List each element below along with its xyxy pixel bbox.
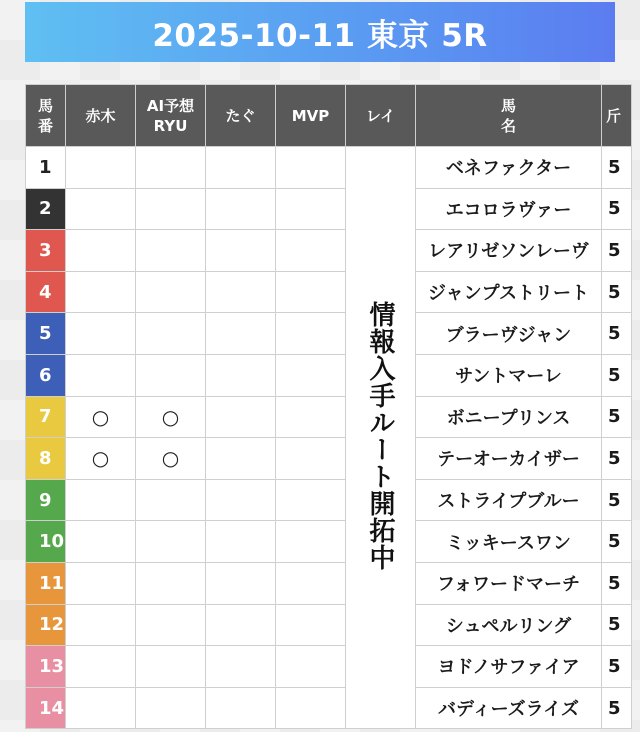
horse-number-cell: 6 — [26, 354, 66, 396]
horse-number-cell: 14 — [26, 687, 66, 729]
horse-number-cell: 10 — [26, 521, 66, 563]
header-tagu-label: たぐ — [225, 106, 256, 125]
akagi-mark-cell — [66, 687, 136, 729]
horse-name-cell: ボニープリンス — [416, 396, 602, 438]
table-row — [26, 230, 632, 272]
mvp-mark-cell — [276, 479, 346, 521]
horse-name-cell: テーオーカイザー — [416, 438, 602, 480]
akagi-mark-cell — [66, 354, 136, 396]
horse-number-cell: 4 — [26, 271, 66, 313]
horse-number-cell: 12 — [26, 604, 66, 646]
tagu-mark-cell — [206, 479, 276, 521]
akagi-mark-cell — [66, 646, 136, 688]
table-row — [26, 687, 632, 729]
horse-number-cell: 13 — [26, 646, 66, 688]
ai-mark-cell — [136, 313, 206, 355]
horse-name-cell: ジャンプストリート — [416, 271, 602, 313]
horse-number-cell: 3 — [26, 230, 66, 272]
table-row — [26, 438, 632, 480]
mvp-mark-cell — [276, 521, 346, 563]
truncated-extra-cell: 5 — [602, 271, 632, 313]
tagu-mark-cell — [206, 521, 276, 563]
ai-mark-cell — [136, 604, 206, 646]
horse-number-cell: 11 — [26, 562, 66, 604]
table-row — [26, 646, 632, 688]
prediction-table — [25, 84, 632, 729]
header-umaban — [26, 85, 66, 147]
tagu-mark-cell — [206, 313, 276, 355]
tagu-mark-cell — [206, 354, 276, 396]
horse-name-cell: サントマーレ — [416, 354, 602, 396]
horse-name-cell: ベネファクター — [416, 147, 602, 189]
mvp-mark-cell — [276, 646, 346, 688]
race-title: 2025-10-11 東京 5R — [152, 17, 488, 54]
header-mvp-label: MVP — [291, 106, 330, 125]
horse-name-cell: ブラーヴジャン — [416, 313, 602, 355]
horse-name-cell: バディーズライズ — [416, 687, 602, 729]
horse-number-cell: 2 — [26, 188, 66, 230]
table-row — [26, 147, 632, 189]
table-body — [26, 147, 632, 729]
tagu-mark-cell — [206, 604, 276, 646]
mvp-mark-cell — [276, 188, 346, 230]
table-row — [26, 188, 632, 230]
truncated-extra-cell: 5 — [602, 230, 632, 272]
mvp-mark-cell — [276, 562, 346, 604]
akagi-mark-cell — [66, 562, 136, 604]
table-row — [26, 271, 632, 313]
ai-mark-cell — [136, 230, 206, 272]
horse-number-cell: 8 — [26, 438, 66, 480]
lei-notice-cell — [346, 147, 416, 729]
akagi-mark-cell — [66, 479, 136, 521]
header-lei-label: レイ — [365, 106, 396, 125]
mvp-mark-cell — [276, 396, 346, 438]
mvp-mark-cell — [276, 687, 346, 729]
akagi-mark-cell — [66, 521, 136, 563]
ai-mark-cell — [136, 562, 206, 604]
akagi-mark-cell — [66, 147, 136, 189]
ai-mark-cell — [136, 147, 206, 189]
tagu-mark-cell — [206, 271, 276, 313]
horse-name-cell: ミッキースワン — [416, 521, 602, 563]
table-row — [26, 604, 632, 646]
akagi-mark-cell — [66, 271, 136, 313]
truncated-extra-cell: 5 — [602, 687, 632, 729]
horse-name-cell: エコロラヴァー — [416, 188, 602, 230]
mvp-mark-cell — [276, 230, 346, 272]
ai-mark-cell — [136, 354, 206, 396]
header-extra-label: 斤 — [606, 106, 622, 125]
akagi-mark-cell — [66, 604, 136, 646]
table-row — [26, 396, 632, 438]
ai-mark-cell — [136, 271, 206, 313]
table-row — [26, 562, 632, 604]
lei-notice-text: 情報入手ルート開拓中 — [365, 300, 395, 571]
tagu-mark-cell — [206, 438, 276, 480]
akagi-mark-cell — [66, 188, 136, 230]
tagu-mark-cell — [206, 188, 276, 230]
akagi-mark-cell: ○ — [66, 438, 136, 480]
header-horse-name-label: 馬 名 — [500, 96, 516, 135]
tagu-mark-cell — [206, 687, 276, 729]
header-ai-label: AI予想 RYU — [146, 96, 195, 135]
header-akagi-label: 赤木 — [85, 106, 116, 125]
ai-mark-cell: ○ — [136, 438, 206, 480]
mvp-mark-cell — [276, 438, 346, 480]
truncated-extra-cell: 5 — [602, 646, 632, 688]
mvp-mark-cell — [276, 604, 346, 646]
ai-mark-cell — [136, 521, 206, 563]
akagi-mark-cell — [66, 230, 136, 272]
horse-number-cell: 5 — [26, 313, 66, 355]
truncated-extra-cell: 5 — [602, 438, 632, 480]
horse-name-cell: ヨドノサファイア — [416, 646, 602, 688]
horse-name-cell: ストライプブルー — [416, 479, 602, 521]
truncated-extra-cell: 5 — [602, 396, 632, 438]
header-row — [26, 85, 632, 147]
header-ai — [136, 85, 206, 147]
horse-number-cell: 1 — [26, 147, 66, 189]
mvp-mark-cell — [276, 147, 346, 189]
header-umaban-label: 馬 番 — [37, 96, 53, 135]
tagu-mark-cell — [206, 230, 276, 272]
table-row — [26, 313, 632, 355]
truncated-extra-cell: 5 — [602, 188, 632, 230]
ai-mark-cell — [136, 646, 206, 688]
tagu-mark-cell — [206, 562, 276, 604]
mvp-mark-cell — [276, 271, 346, 313]
ai-mark-cell — [136, 188, 206, 230]
header-horse-name — [416, 85, 602, 147]
header-tagu — [206, 85, 276, 147]
horse-number-cell: 9 — [26, 479, 66, 521]
akagi-mark-cell — [66, 313, 136, 355]
race-title-banner — [25, 2, 615, 62]
akagi-mark-cell: ○ — [66, 396, 136, 438]
horse-name-cell: レアリゼソンレーヴ — [416, 230, 602, 272]
tagu-mark-cell — [206, 396, 276, 438]
ai-mark-cell: ○ — [136, 396, 206, 438]
truncated-extra-cell: 5 — [602, 604, 632, 646]
horse-name-cell: フォワードマーチ — [416, 562, 602, 604]
table-row — [26, 521, 632, 563]
table-row — [26, 479, 632, 521]
tagu-mark-cell — [206, 147, 276, 189]
tagu-mark-cell — [206, 646, 276, 688]
horse-name-cell: シュペルリング — [416, 604, 602, 646]
truncated-extra-cell: 5 — [602, 479, 632, 521]
header-lei — [346, 85, 416, 147]
header-mvp — [276, 85, 346, 147]
ai-mark-cell — [136, 687, 206, 729]
truncated-extra-cell: 5 — [602, 313, 632, 355]
table-row — [26, 354, 632, 396]
header-akagi — [66, 85, 136, 147]
truncated-extra-cell: 5 — [602, 562, 632, 604]
truncated-extra-cell: 5 — [602, 521, 632, 563]
mvp-mark-cell — [276, 313, 346, 355]
mvp-mark-cell — [276, 354, 346, 396]
truncated-extra-cell: 5 — [602, 147, 632, 189]
truncated-extra-cell: 5 — [602, 354, 632, 396]
horse-number-cell: 7 — [26, 396, 66, 438]
ai-mark-cell — [136, 479, 206, 521]
header-extra — [602, 85, 632, 147]
